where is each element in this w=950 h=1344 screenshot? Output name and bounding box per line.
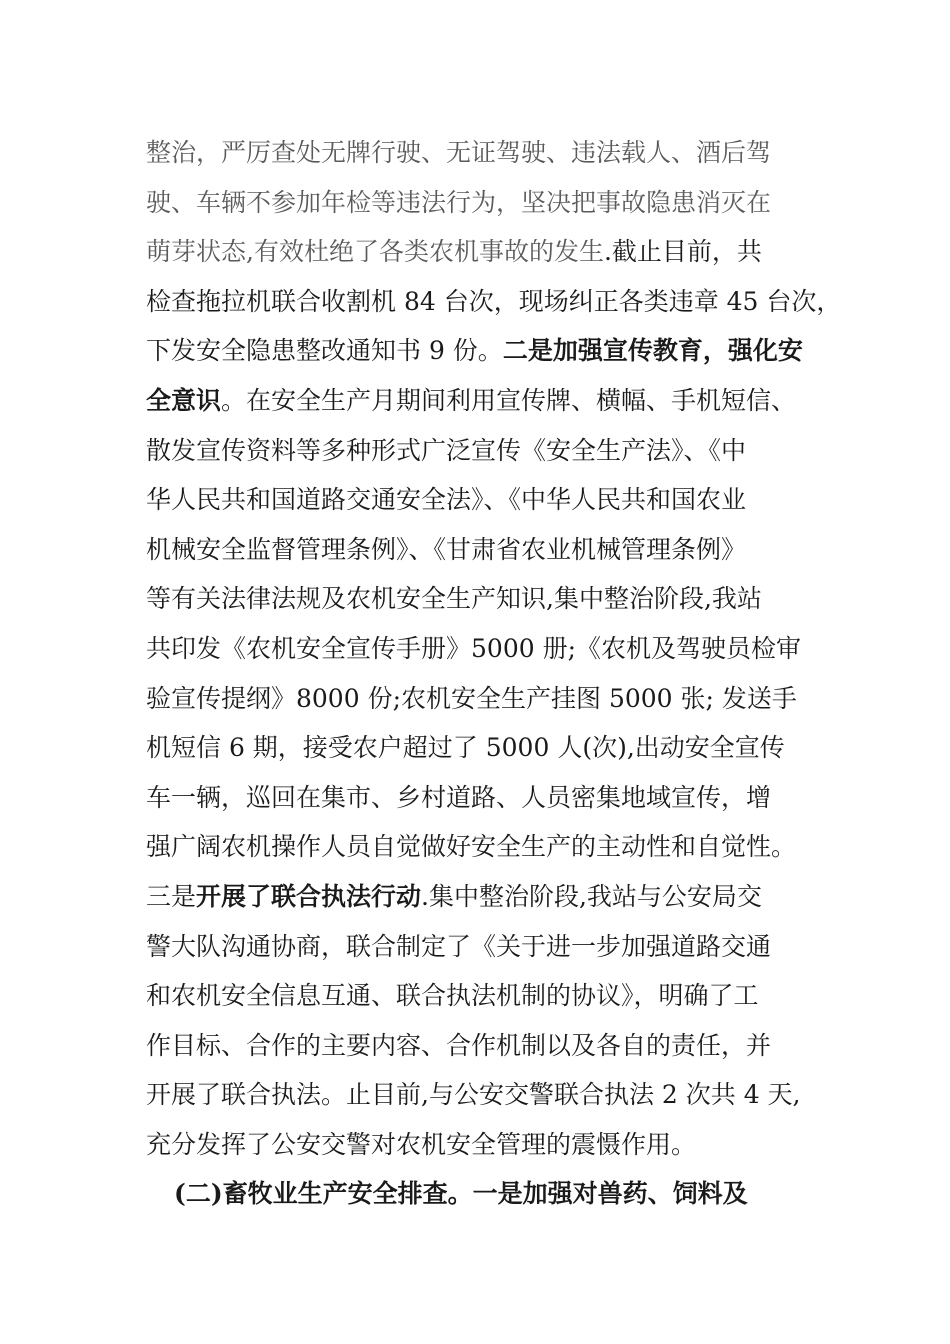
text-segment: 充分发挥了公安交警对农机安全管理的震慑作用。 bbox=[146, 1129, 697, 1159]
bold-text-segment: (二)畜牧业生产安全排查。一是加强对兽药、饲料及 bbox=[174, 1179, 748, 1209]
text-line bbox=[146, 475, 826, 525]
text-line bbox=[146, 723, 826, 773]
text-line bbox=[146, 822, 826, 872]
text-segment: 机短信 6 期，接受农户超过了 5000 人(次),出动安全宣传 bbox=[146, 733, 785, 763]
text-segment: 机械安全监督管理条例》、《甘肃省农业机械管理条例》 bbox=[146, 534, 747, 564]
text-line bbox=[146, 1021, 826, 1071]
text-segment: 警大队沟通协商，联合制定了《关于进一步加强道路交通 bbox=[146, 931, 772, 961]
text-segment: 驶、车辆不参加年检等违法行为，坚决把事故隐患消灭在 bbox=[146, 187, 772, 217]
text-segment: 下发安全隐患整改通知书 9 份。 bbox=[146, 336, 503, 366]
text-line bbox=[146, 971, 826, 1021]
text-line bbox=[146, 128, 826, 178]
text-segment: 开展了联合执法。止目前,与公安交警联合执法 2 次共 4 天, bbox=[146, 1080, 801, 1110]
text-segment: 华人民共和国道路交通安全法》、《中华人民共和国农业 bbox=[146, 485, 747, 515]
text-segment: 。在安全生产月期间利用宣传牌、横幅、手机短信、 bbox=[221, 385, 797, 415]
text-line bbox=[146, 624, 826, 674]
text-segment: 验宣传提纲》8000 份;农机安全生产挂图 5000 张; 发送手 bbox=[146, 683, 797, 713]
section-heading-line bbox=[146, 1169, 826, 1219]
text-line bbox=[146, 277, 842, 327]
text-line bbox=[146, 674, 826, 724]
text-line bbox=[146, 872, 826, 922]
text-segment: 强广阔农机操作人员自觉做好安全生产的主动性和自觉性。 bbox=[146, 832, 797, 862]
text-line bbox=[146, 1070, 826, 1120]
text-line bbox=[146, 178, 826, 228]
text-segment: 三是 bbox=[146, 881, 197, 911]
text-line bbox=[146, 773, 826, 823]
text-line bbox=[146, 376, 826, 426]
text-line bbox=[146, 227, 826, 277]
bold-text-segment: 二是加强宣传教育，强化安 bbox=[502, 336, 803, 366]
text-line bbox=[146, 525, 826, 575]
text-segment: 检查拖拉机联合收割机 84 台次，现场纠正各类违章 45 台次， bbox=[146, 286, 842, 316]
text-line bbox=[146, 326, 826, 376]
text-line bbox=[146, 1120, 826, 1170]
text-segment: .截止目前，共 bbox=[603, 237, 762, 267]
text-segment: 车一辆，巡回在集市、乡村道路、人员密集地域宣传，增 bbox=[146, 782, 772, 812]
text-segment: 和农机安全信息互通、联合执法机制的协议》，明确了工 bbox=[146, 981, 759, 1011]
text-segment: 萌芽状态,有效杜绝了各类农机事故的发生 bbox=[146, 237, 604, 267]
text-segment: 散发宣传资料等多种形式广泛宣传《安全生产法》、《中 bbox=[146, 435, 747, 465]
bold-text-segment: 开展了联合执法行动 bbox=[196, 881, 422, 911]
text-segment: 整治，严厉查处无牌行驶、无证驾驶、违法载人、酒后驾 bbox=[146, 138, 772, 167]
text-segment: .集中整治阶段,我站与公安局交 bbox=[421, 881, 762, 911]
text-line bbox=[146, 922, 826, 972]
document-body bbox=[146, 128, 842, 1219]
text-segment: 共印发《农机安全宣传手册》5000 册;《农机及驾驶员检审 bbox=[146, 633, 801, 663]
bold-text-segment: 全意识 bbox=[146, 385, 222, 415]
text-segment: 作目标、合作的主要内容、合作机制以及各自的责任，并 bbox=[146, 1030, 772, 1060]
text-line bbox=[146, 426, 826, 476]
text-segment: 等有关法律法规及农机安全生产知识,集中整治阶段,我站 bbox=[146, 584, 762, 614]
text-line bbox=[146, 574, 826, 624]
